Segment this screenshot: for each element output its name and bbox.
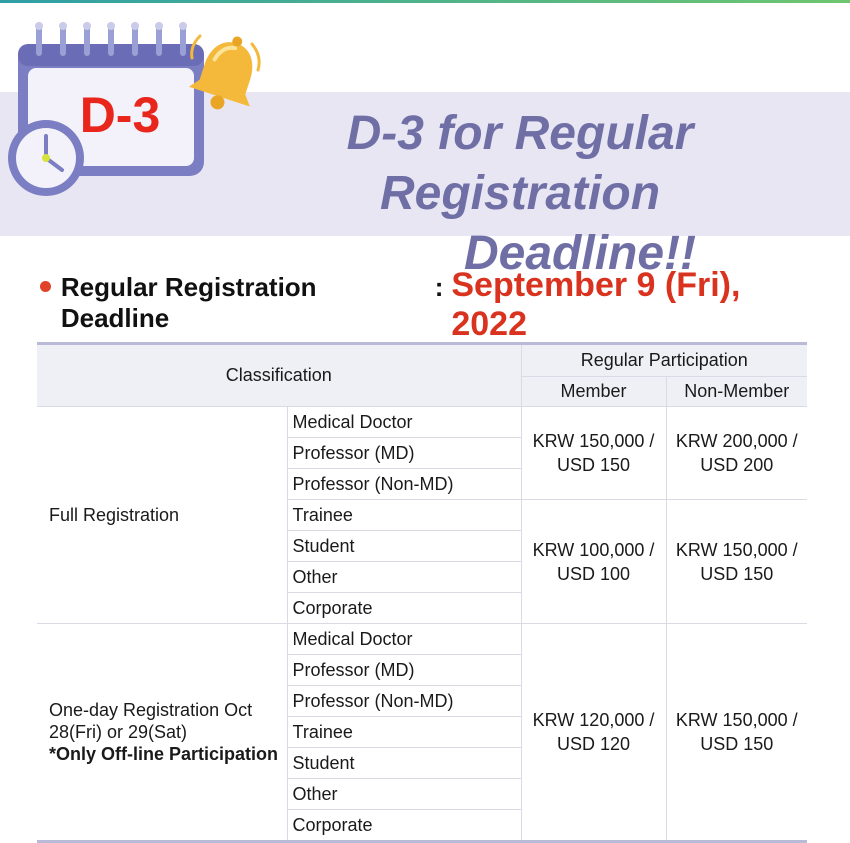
fee-krw: KRW 100,000 /	[532, 539, 655, 560]
full-registration-label: Full Registration	[37, 407, 287, 624]
category-cell: Medical Doctor	[287, 407, 521, 438]
category-cell: Professor (MD)	[287, 438, 521, 469]
fee-krw: KRW 150,000 /	[675, 539, 798, 560]
fee-member-cell	[521, 407, 666, 500]
category-cell: Corporate	[287, 593, 521, 624]
category-cell: Trainee	[287, 717, 521, 748]
oneday-label-text: One-day Registration Oct 28(Fri) or 29(Sat)	[49, 700, 253, 742]
deadline-date: September 9 (Fri), 2022	[451, 266, 741, 343]
bullet-dot	[40, 281, 51, 292]
oneday-note: *Only Off-line Participation	[49, 744, 279, 764]
category-cell: Medical Doctor	[287, 624, 521, 655]
fee-usd: USD 150	[556, 455, 631, 475]
header-classification: Classification	[37, 344, 521, 407]
page-headline	[210, 104, 830, 284]
deadline-line	[40, 266, 820, 344]
deadline-label: Regular Registration Deadline	[60, 272, 317, 333]
d3-badge: D-3	[79, 87, 161, 143]
header-member: Member	[521, 377, 666, 407]
category-cell: Professor (MD)	[287, 655, 521, 686]
header-non-member: Non-Member	[666, 377, 807, 407]
fee-usd: USD 120	[556, 734, 631, 754]
category-cell: Trainee	[287, 500, 521, 531]
fee-krw: KRW 150,000 /	[532, 431, 655, 451]
category-cell: Professor (Non-MD)	[287, 686, 521, 717]
headline-line-1: D-3 for Regular Registration	[346, 107, 694, 220]
fee-usd: USD 200	[700, 455, 774, 475]
fee-usd: USD 150	[700, 734, 774, 754]
category-cell: Other	[287, 779, 521, 810]
fee-non-member-cell	[666, 624, 807, 842]
category-cell: Corporate	[287, 810, 521, 842]
category-cell: Student	[287, 531, 521, 562]
fee-krw: KRW 150,000 /	[675, 710, 798, 730]
fee-member-cell	[521, 624, 666, 842]
category-cell: Professor (Non-MD)	[287, 469, 521, 500]
fee-member-cell	[521, 500, 666, 624]
oneday-registration-label	[37, 624, 287, 842]
category-cell: Other	[287, 562, 521, 593]
headline-line-2: Deadline!!	[463, 227, 697, 280]
fee-table	[37, 342, 807, 843]
fee-krw: KRW 120,000 /	[532, 710, 655, 730]
deadline-separator: :	[434, 272, 444, 302]
fee-usd: USD 150	[700, 563, 774, 584]
category-cell: Student	[287, 748, 521, 779]
fee-non-member-cell	[666, 407, 807, 500]
fee-non-member-cell	[666, 500, 807, 624]
header-regular-participation: Regular Participation	[521, 344, 807, 377]
fee-krw: KRW 200,000 /	[675, 431, 798, 451]
fee-usd: USD 100	[556, 563, 631, 584]
